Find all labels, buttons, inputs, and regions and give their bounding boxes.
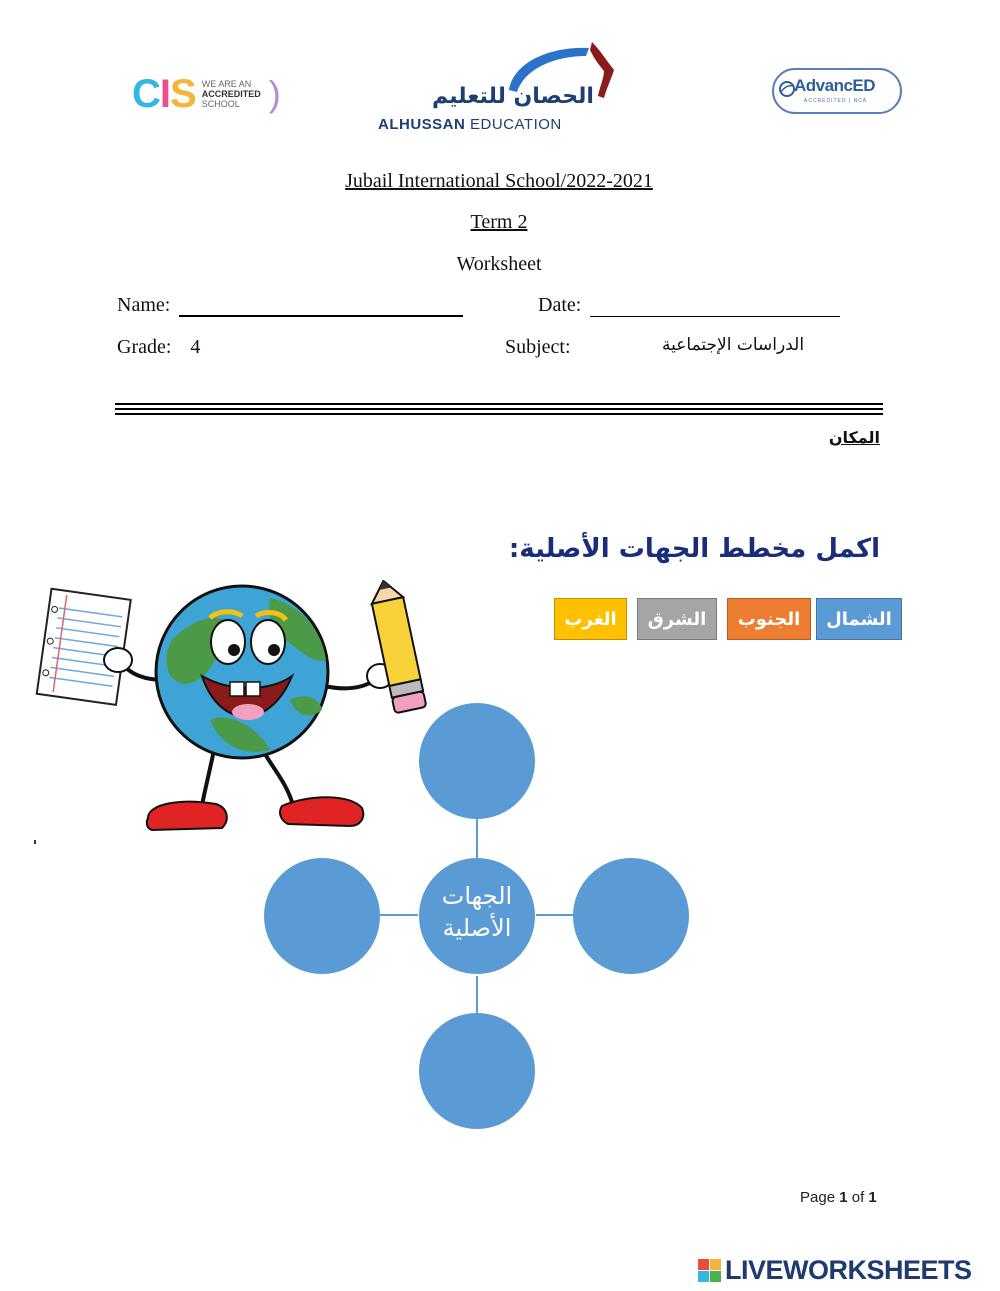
alhussan-english-name: ALHUSSAN EDUCATION <box>378 116 562 133</box>
answer-tile-north[interactable]: الشمال <box>816 598 902 640</box>
subject-label: Subject: <box>505 336 571 358</box>
worksheet-title: Worksheet <box>456 253 542 275</box>
school-title: Jubail International School/2022-2021 <box>345 170 653 192</box>
drop-zone-right[interactable] <box>573 858 689 974</box>
subject-value: الدراسات الإجتماعية <box>662 335 805 355</box>
answer-tile-west[interactable]: الغرب <box>554 598 627 640</box>
advanced-name: AdvancED <box>794 76 876 95</box>
drop-zone-left[interactable] <box>264 858 380 974</box>
date-label: Date: <box>538 294 582 316</box>
advanced-logo <box>772 68 902 114</box>
alhussan-arabic-name: الحصان للتعليم <box>432 84 594 109</box>
topic-heading: المكان <box>828 428 880 447</box>
cis-bracket-icon: ) <box>268 73 281 114</box>
center-hub-label: الجهات الأصلية <box>441 882 513 942</box>
page-indicator: Page 1 of 1 <box>800 1189 877 1206</box>
answer-tile-east[interactable]: الشرق <box>637 598 717 640</box>
name-label: Name: <box>117 294 171 316</box>
term-title: Term 2 <box>470 211 528 233</box>
liveworksheets-blocks-icon <box>698 1259 721 1282</box>
drop-zone-top[interactable] <box>419 703 535 819</box>
cis-tagline: WE ARE AN ACCREDITED SCHOOL <box>201 79 261 109</box>
grade-row <box>117 336 200 359</box>
drop-zone-bottom[interactable] <box>419 1013 535 1129</box>
liveworksheets-wordmark: LIVEWORKSHEETS <box>725 1255 972 1285</box>
alhussan-logo <box>374 38 626 134</box>
cis-wordmark: CIS <box>132 72 196 116</box>
advanced-subtitle: ACCREDITED | NCA <box>804 98 868 104</box>
grade-label: Grade: <box>117 336 172 358</box>
date-row <box>538 294 840 317</box>
grade-value: 4 <box>190 336 201 358</box>
margin-mark <box>34 840 36 844</box>
name-field[interactable] <box>179 295 463 317</box>
header-divider <box>115 403 883 415</box>
answer-tile-south[interactable]: الجنوب <box>727 598 811 640</box>
cis-logo <box>132 74 282 114</box>
instruction-heading: اكمل مخطط الجهات الأصلية: <box>508 534 880 564</box>
liveworksheets-brand <box>698 1256 972 1284</box>
name-row <box>117 294 463 317</box>
date-field[interactable] <box>590 296 840 317</box>
